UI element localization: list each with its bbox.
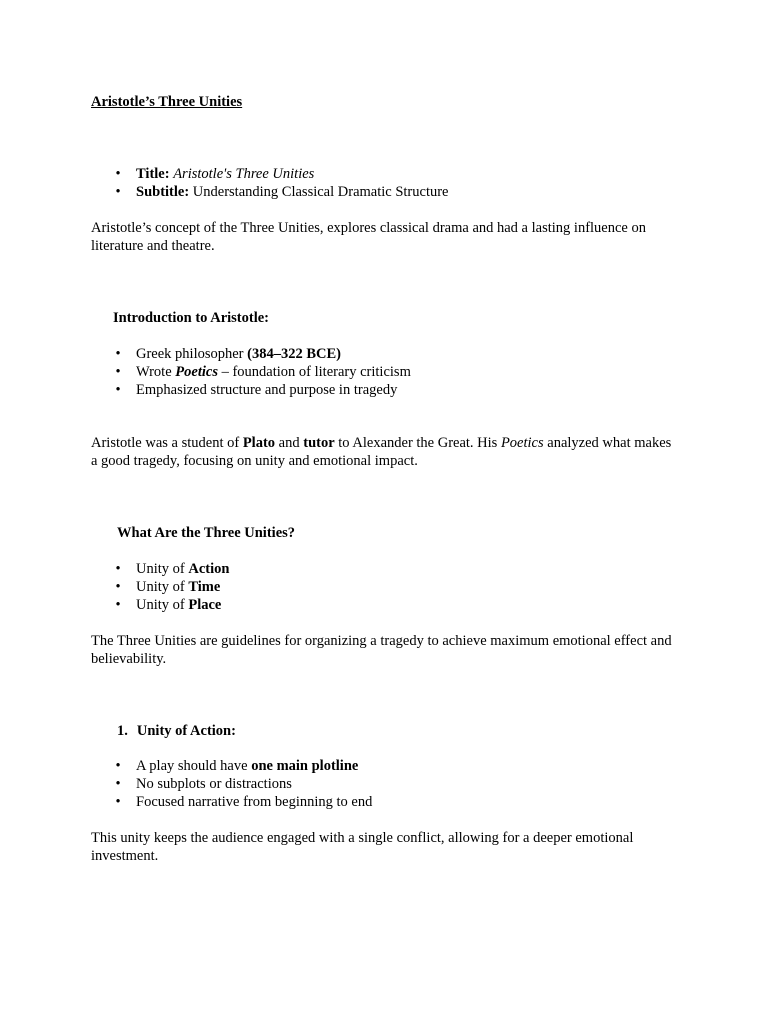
meta-label: Title: <box>136 166 170 182</box>
bullet-icon: • <box>115 758 121 774</box>
bullet-icon: • <box>115 364 121 380</box>
bullet-emphasis: Action <box>188 561 230 577</box>
bullet-icon: • <box>115 346 121 362</box>
bullet-text: Unity of <box>136 579 189 595</box>
bullet-icon: • <box>115 561 121 577</box>
bullet-emphasis: Place <box>188 597 222 613</box>
section-heading-unity-of-action <box>117 722 236 740</box>
list-item <box>91 596 681 614</box>
bullet-icon: • <box>115 166 121 182</box>
bullet-emphasis: (384–322 BCE) <box>247 346 341 362</box>
intro-paragraph: Aristotle’s concept of the Three Unities, explores classical drama and had a lasting influence on literature and theatre. <box>91 220 646 254</box>
unities-bullet-list <box>91 560 681 614</box>
list-item <box>91 757 681 775</box>
bullet-emphasis: one main plotline <box>251 758 359 774</box>
list-item <box>91 363 681 381</box>
unities-paragraph: The Three Unities are guidelines for organizing a tragedy to achieve maximum emotional effect and believability. <box>91 633 672 667</box>
document-title: Aristotle’s Three Unities <box>91 94 243 110</box>
section-heading-three-unities: What Are the Three Unities? <box>117 525 296 541</box>
bullet-emphasis: Time <box>188 579 221 595</box>
bullet-icon: • <box>115 776 121 792</box>
meta-list <box>91 165 681 201</box>
bullet-icon: • <box>115 597 121 613</box>
bullet-text: Greek philosopher <box>136 346 248 362</box>
meta-label: Subtitle: <box>136 184 190 200</box>
list-item <box>91 578 681 596</box>
list-item <box>91 165 681 183</box>
section-number: 1. <box>117 723 128 739</box>
action-paragraph: This unity keeps the audience engaged with a single conflict, allowing for a deeper emotional investment. <box>91 830 634 864</box>
list-item <box>91 560 681 578</box>
bullet-text: Unity of <box>136 561 189 577</box>
action-bullet-list <box>91 757 681 811</box>
introduction-bullet-list <box>91 345 681 399</box>
list-item <box>91 381 681 399</box>
bullet-text-tail: – foundation of literary criticism <box>217 364 411 380</box>
bullet-emphasis: Poetics <box>175 364 218 380</box>
bullet-text: Unity of <box>136 597 189 613</box>
section-heading-text: Unity of Action: <box>136 723 236 739</box>
bullet-text: A play should have <box>136 758 252 774</box>
bullet-text: No subplots or distractions <box>136 776 292 792</box>
meta-value: Understanding Classical Dramatic Structure <box>192 184 449 200</box>
list-item <box>91 345 681 363</box>
bullet-icon: • <box>115 184 121 200</box>
list-item <box>91 775 681 793</box>
bullet-text: Wrote <box>136 364 176 380</box>
bullet-icon: • <box>115 382 121 398</box>
bullet-icon: • <box>115 794 121 810</box>
introduction-paragraph: Aristotle was a student of Plato and tutor to Alexander the Great. His Poetics analyzed what makes a good tragedy, focusing on unity and emotional impact. <box>91 435 672 469</box>
bullet-text: Focused narrative from beginning to end <box>136 794 373 810</box>
list-item <box>91 793 681 811</box>
bullet-icon: • <box>115 579 121 595</box>
bullet-text: Emphasized structure and purpose in tragedy <box>136 382 398 398</box>
list-item <box>91 183 681 201</box>
meta-value: Aristotle's Three Unities <box>173 166 315 182</box>
section-heading-introduction: Introduction to Aristotle: <box>113 310 270 326</box>
